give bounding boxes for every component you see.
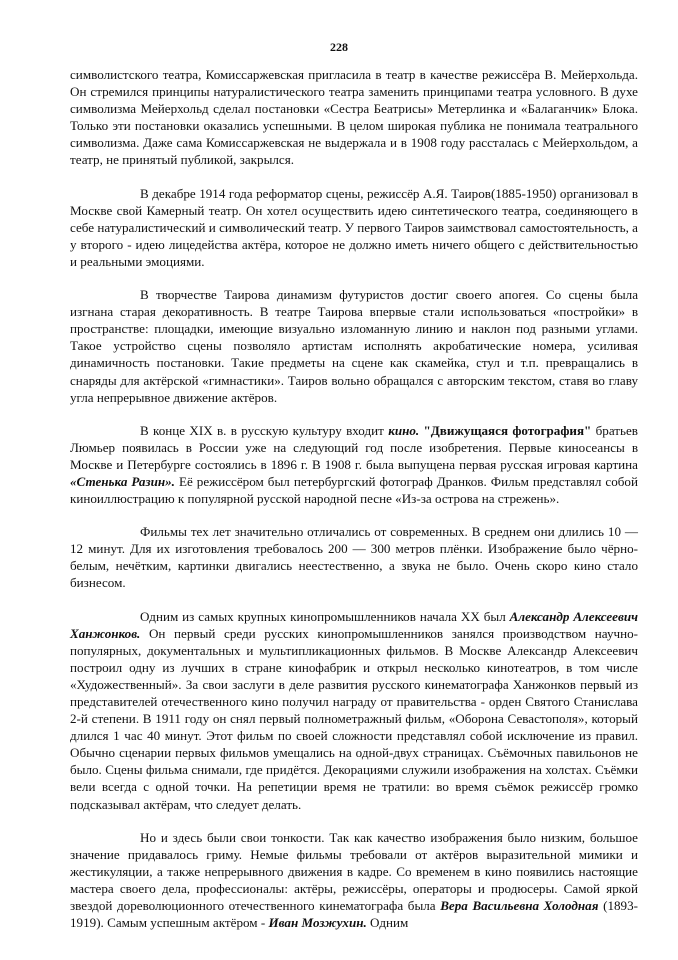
paragraph-7 [70, 829, 638, 932]
emphasized-text: "Движущаяся фотография" [419, 422, 592, 438]
paragraph-1 [70, 66, 638, 169]
text-run: символистского театра, Комиссаржевская пригласила в театр в качестве режиссёра В. Мейерхольда. Он стремился принципы натуралистического театра заменить принципами театра условного. В духе символизма Мейерхольд сделал постановки «Сестра Беатрисы» Метерлинка и «Балаганчик» Блока. Только эти постановки оказались успешными. В целом широкая публика не понимала театрального символизма. Даже сама Комиссаржевская не выдержала и в 1908 году рассталась с Мейерхольдом, а театр, не принятый публикой, закрылся. [70, 67, 638, 168]
text-run: В творчестве Таирова динамизм футуристов достиг своего апогея. Со сцены была изгнана старая декоративность. В театре Таирова впервые стали использоваться «постройки» в пространстве: площадки, имеющие визуально изломанную линию и наклон под разными углами. Такое устройство сцены позволяло артистам исполнять акробатические номера, усиливая динамичность постановки. Такие предметы на сцене как скамейка, стул и т.п. превращались в снаряды для актёрской «гимнастики». Таиров вольно обращался с авторским текстом, ставя во главу угла непрерывное движение актёров. [70, 287, 638, 405]
text-run: В конце XIX в. в русскую культуру входит [140, 422, 389, 438]
page-number: 228 [330, 40, 348, 54]
text-run: (1893-1919). Самым успешным актёром - [70, 898, 638, 931]
paragraph-2 [70, 185, 638, 270]
text-run: братьев Люмьер появилась в России уже на следующий год после изобретения. Первые киносеансы в Москве и Петербурге состоялись в 1896 г. В 1908 г. была выпущена первая русская игровая картина [70, 422, 638, 472]
text-run: Фильмы тех лет значительно отличались от современных. В среднем они длились 10 — 12 минут. Для их изготовления требовалось 200 — 300 метров плёнки. Изображение было чёрно-белым, нечётким, картинки двигались неестественно, а звука не было. Очень скоро кино стало бизнесом. [70, 524, 638, 591]
text-run: Он первый среди русских кинопромышленников занялся производством научно-популярных, документальных и мультипликационных фильмов. В Москве Александр Алексеевич построил одну из лучших в стране кинофабрик и открыл несколько кинотеатров, в том числе «Художественный». За свои заслуги в деле развития русского кинематографа Ханжонков первый из представителей отечественного кино получил награду от правительства - орден Святого Станислава 2-й степени. В 1911 году он снял первый полнометражный фильм, «Оборона Севастополя», который длился 1 час 40 минут. Этот фильм по своей сложности представлял собой исключение из правил. Обычно сценарии первых фильмов умещались на одной-двух страницах. Съёмочных павильонов не было. Сцены фильма снимали, где придётся. Декорациями служили изображения на холстах. Съёмки вели всегда с одной точки. На репетиции время не тратили: во время съёмок режиссёр громко подсказывал актёрам, что следует делать. [70, 625, 638, 812]
text-run: Одним из самых крупных кинопромышленников начала ХХ был [140, 608, 510, 624]
text-run: Одним [366, 915, 409, 931]
paragraph-4 [70, 422, 638, 507]
text-run: Но и здесь были свои тонкости. Так как качество изображения было низким, большое значение придавалось гриму. Немые фильмы требовали от актёров выразительной мимики и жестикуляции, а также непрерывного движения в кадре. Со временем в кино появились настоящие мастера своего дела, профессионалы: актёры, режиссёры, операторы и продюсеры. Самой яркой звездой дореволюционного отечественного кинематографа была [70, 829, 638, 914]
text-run: Её режиссёром был петербургский фотограф Дранков. Фильм представлял собой киноиллюстрацию к популярной русской народной песне «Из-за острова на стрежень». [70, 473, 638, 507]
emphasized-text: кино. [388, 422, 420, 438]
emphasized-text: Иван Мозжухин. [268, 915, 367, 931]
emphasized-text: «Стенька Разин». [70, 473, 175, 489]
emphasized-text: Александр Алексеевич Ханжонков. [70, 608, 638, 641]
paragraph-6 [70, 608, 638, 813]
body-text [70, 66, 638, 931]
paragraph-5 [70, 523, 638, 591]
text-run: В декабре 1914 года реформатор сцены, режиссёр А.Я. Таиров(1885-1950) организовал в Москве свой Камерный театр. Он хотел осуществить идею синтетического театра, соединяющего в себе натуралистический и символический театр. У первого Таиров заимствовал самостоятельность, а у второго - идею лицедейства актёра, которое не должно иметь ничего общего с действительностью и реальными эмоциями. [70, 185, 638, 269]
emphasized-text: Вера Васильевна Холодная [440, 898, 599, 914]
paragraph-3 [70, 286, 638, 406]
